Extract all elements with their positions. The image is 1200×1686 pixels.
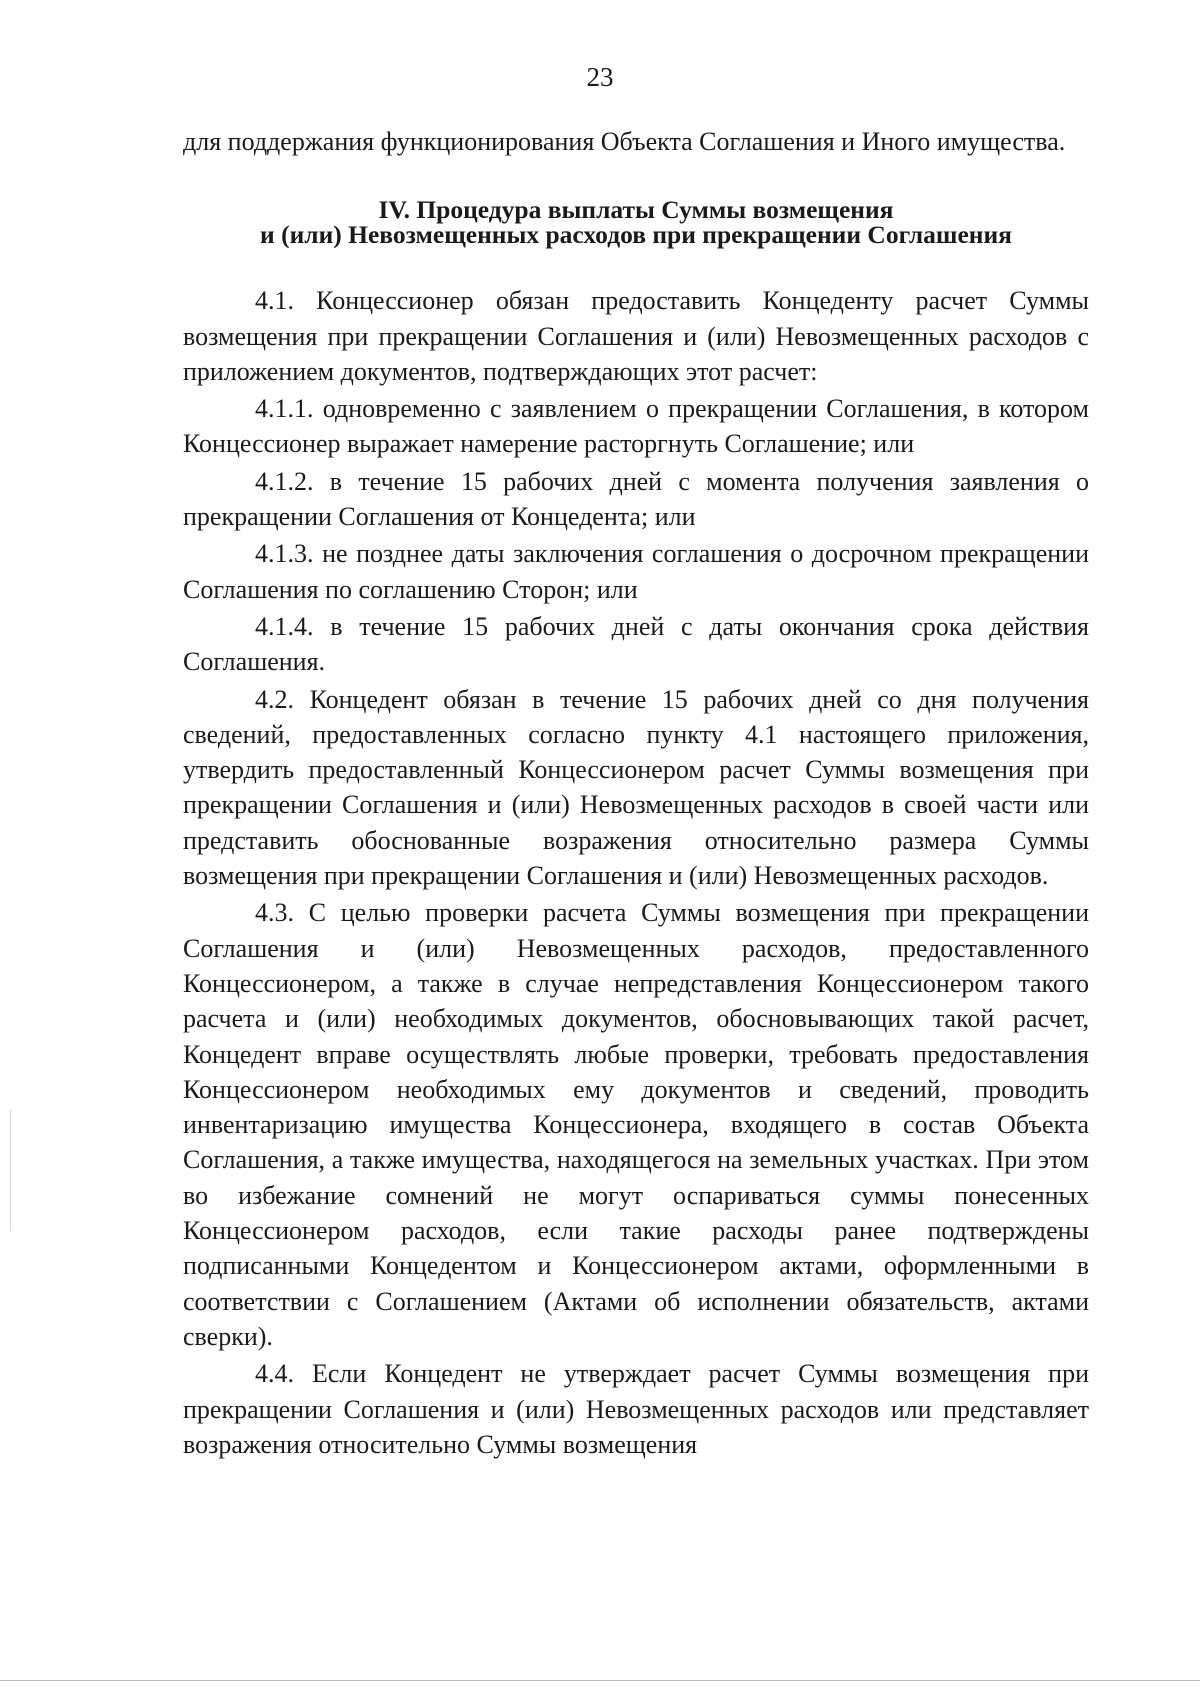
paragraph-4-3: 4.3. С целью проверки расчета Суммы возмещения при прекращении Соглашения и (или) Невозмещенных расходов, предоставленного Концессионером, а также в случае непредставления Концессионером такого расчета и (или) необходимых документов, обосновывающих такой расчет, Концедент вправе осуществлять любые проверки, требовать предоставления Концессионером необходимых ему документов и сведений, проводить инвентаризацию имущества Концессионера, входящего в состав Объекта Соглашения, а также имущества, находящегося на земельных участках. При этом во избежание сомнений не могут оспариваться суммы понесенных Концессионером расходов, если такие расходы ранее подтверждены подписанными Концедентом и Концессионером актами, оформленными в соответствии с Соглашением (Актами об исполнении обязательств, актами сверки). xyxy=(183,898,1089,1351)
paragraph-4-4: 4.4. Если Концедент не утверждает расчет Суммы возмещения при прекращении Соглашения и (или) Невозмещенных расходов или представляет возражения относительно Суммы возмещения xyxy=(183,1359,1089,1459)
paragraph-4-1-3: 4.1.3. не позднее даты заключения соглашения о досрочном прекращении Соглашения по соглашению Сторон; или xyxy=(183,539,1089,604)
section-heading xyxy=(183,195,1089,250)
paragraph-4-1-4: 4.1.4. в течение 15 рабочих дней с даты окончания срока действия Соглашения. xyxy=(183,611,1089,677)
intro-paragraph: для поддержания функционирования Объекта Соглашения и Иного имущества. xyxy=(183,127,1066,156)
paragraph-4-1-2: 4.1.2. в течение 15 рабочих дней с момента получения заявления о прекращении Соглашения от Концедента; или xyxy=(183,466,1089,532)
page-number: 23 xyxy=(586,62,614,92)
paragraph-4-1-1: 4.1.1. одновременно с заявлением о прекращении Соглашения, в котором Концессионер выражает намерение расторгнуть Соглашение; или xyxy=(183,394,1089,459)
scan-edge-mark xyxy=(10,1110,11,1230)
document-body xyxy=(183,124,1089,1462)
section-heading-line-2: и (или) Невозмещенных расходов при прекращении Соглашения xyxy=(260,220,1012,250)
section-heading-line-1: IV. Процедура выплаты Суммы возмещения xyxy=(378,195,894,225)
paragraph-4-2: 4.2. Концедент обязан в течение 15 рабочих дней со дня получения сведений, предоставленных согласно пункту 4.1 настоящего приложения, утвердить предоставленный Концессионером расчет Суммы возмещения при прекращении Соглашения и (или) Невозмещенных расходов в своей части или представить обоснованные возражения относительно размера Суммы возмещения при прекращении Соглашения и (или) Невозмещенных расходов. xyxy=(183,684,1089,891)
page-bottom-edge xyxy=(0,1680,1200,1681)
paragraph-4-1: 4.1. Концессионер обязан предоставить Концеденту расчет Суммы возмещения при прекращении Соглашения и (или) Невозмещенных расходов с приложением документов, подтверждающих этот расчет: xyxy=(183,286,1089,386)
